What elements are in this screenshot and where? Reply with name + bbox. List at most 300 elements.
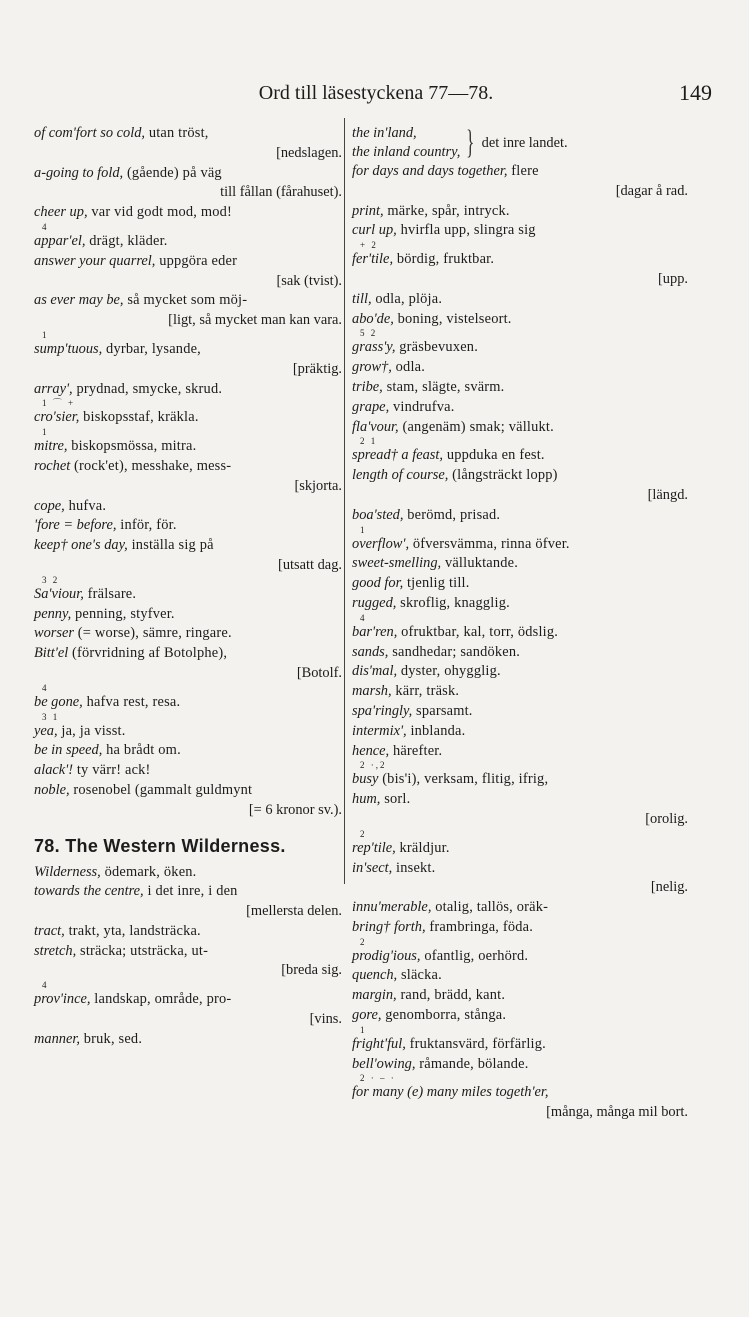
entry-term: prov'ince,	[34, 991, 91, 1008]
glossary-entry	[352, 1006, 688, 1026]
entry-line	[352, 839, 688, 859]
glossary-entry	[34, 863, 342, 883]
entry-term: alack'!	[34, 762, 74, 779]
glossary-entry	[34, 781, 342, 821]
entry-line	[34, 922, 342, 942]
glossary-list-78	[34, 863, 342, 1050]
entry-term: fla'vour,	[352, 418, 399, 435]
entry-line	[352, 162, 688, 182]
glossary-entry	[352, 358, 688, 378]
glossary-entry	[34, 164, 342, 204]
entry-term: grow†,	[352, 359, 392, 376]
entry-definition: boning, vistelseort.	[393, 310, 512, 327]
entry-continuation: [längd.	[647, 486, 688, 503]
entry-term: bell'owing,	[352, 1055, 416, 1072]
glossary-entry	[352, 329, 688, 358]
entry-definition: släcka.	[397, 967, 442, 984]
pronunciation-marks: 1	[42, 329, 49, 340]
entry-definition: biskopsmössa, mitra.	[67, 438, 197, 455]
entry-definition: ofantlig, oerhörd.	[420, 947, 529, 964]
entry-line	[34, 124, 342, 144]
entry-line	[352, 535, 688, 555]
entry-line	[352, 770, 688, 790]
entry-definition: fruktansvärd, förfärlig.	[405, 1035, 546, 1052]
glossary-entry	[34, 291, 342, 331]
entry-line	[34, 380, 342, 400]
entry-definition: gräsbevuxen.	[395, 339, 478, 356]
entry-term: cope,	[34, 497, 65, 514]
glossary-entry	[34, 605, 342, 625]
entry-definition: härefter.	[389, 742, 443, 759]
entry-definition: välluktande.	[441, 555, 519, 572]
entry-term: length of course,	[352, 467, 449, 484]
entry-definition: så mycket som möj-	[123, 292, 248, 309]
entry-line	[352, 1055, 688, 1075]
entry-definition: ja, ja visst.	[57, 722, 126, 739]
entry-term: array',	[34, 380, 73, 397]
entry-term: fer'tile,	[352, 251, 394, 268]
entry-line	[34, 203, 342, 223]
entry-definition: sträcka; utsträcka, ut-	[76, 942, 209, 959]
entry-line	[352, 398, 688, 418]
entry-definition: insekt.	[392, 859, 436, 876]
glossary-entry	[34, 684, 342, 713]
entry-definition: genomborra, stånga.	[381, 1007, 507, 1024]
entry-line	[34, 1030, 342, 1050]
entry-definition: sparsamt.	[412, 702, 473, 719]
glossary-entry	[352, 742, 688, 762]
entry-definition: råmande, bölande.	[415, 1055, 529, 1072]
entry-definition: kräldjur.	[395, 839, 450, 856]
glossary-entry	[352, 966, 688, 986]
entry-definition: biskopsstaf, kräkla.	[79, 409, 199, 426]
entry-definition: frälsare.	[83, 585, 137, 602]
entry-line	[352, 250, 688, 270]
entry-definition: bördig, fruktbar.	[393, 251, 495, 268]
entry-line	[34, 516, 342, 536]
glossary-list-77	[34, 124, 342, 821]
entry-term: grape,	[352, 398, 390, 415]
entry-line	[352, 574, 688, 594]
glossary-entry	[34, 981, 342, 1030]
entry-term: mitre,	[34, 438, 68, 455]
entry-definition: ha brådt om.	[102, 742, 181, 759]
entry-term: overflow',	[352, 535, 410, 552]
entry-definition: rosenobel (gammalt guldmynt	[69, 781, 253, 798]
entry-line	[352, 358, 688, 378]
glossary-entry	[34, 124, 342, 164]
entry-term: tribe,	[352, 378, 383, 395]
glossary-entry	[34, 1030, 342, 1050]
glossary-entry	[352, 202, 688, 222]
glossary-entry	[34, 252, 342, 292]
entry-definition: tjenlig till.	[403, 575, 470, 592]
page-number: 149	[679, 80, 712, 105]
entry-line	[34, 624, 342, 644]
entry-continuation: [skjorta.	[294, 477, 342, 494]
entry-definition: penning, styfver.	[71, 605, 175, 622]
entry-definition: bruk, sed.	[79, 1030, 143, 1047]
entry-definition: sorl.	[380, 791, 411, 808]
glossary-entry	[352, 310, 688, 330]
entry-line	[352, 623, 688, 643]
glossary-entry	[352, 1055, 688, 1075]
entry-line	[34, 741, 342, 761]
pronunciation-marks: 4	[42, 980, 49, 991]
glossary-entry	[352, 526, 688, 555]
entry-line	[34, 942, 342, 962]
entry-term: margin,	[352, 987, 397, 1004]
entry-term: of com'fort so cold,	[34, 125, 146, 141]
entry-line	[34, 781, 342, 801]
entry-definition: otalig, tallös, oräk-	[431, 899, 549, 916]
glossary-entry	[352, 898, 688, 918]
entry-term: Bitt'el	[34, 645, 69, 662]
glossary-entry	[34, 882, 342, 922]
entry-line	[352, 202, 688, 222]
entry-continuation: [Botolf.	[296, 664, 342, 681]
entry-continuation: [sak (tvist).	[276, 272, 342, 289]
brace-term: the in'land,	[352, 125, 417, 141]
entry-term: be gone,	[34, 693, 83, 710]
entry-definition: odla.	[391, 359, 426, 376]
entry-definition: uppduka en fest.	[443, 447, 545, 464]
entry-definition: odla, plöja.	[371, 290, 443, 307]
page-title: Ord till läsestyckena 77—78.	[258, 82, 494, 104]
pronunciation-marks: 2 ·,2	[360, 760, 387, 771]
page-header	[36, 76, 716, 110]
entry-definition: dyrbar, lysande,	[102, 340, 201, 357]
entry-continuation: [nelig.	[650, 879, 688, 896]
entry-line	[352, 378, 688, 398]
entry-definition: hvirfla upp, slingra sig	[396, 222, 536, 239]
glossary-entry	[352, 378, 688, 398]
entry-line	[352, 1035, 688, 1055]
entry-line	[352, 702, 688, 722]
entry-term: busy	[352, 771, 379, 788]
glossary-entry	[34, 761, 342, 781]
entry-definition: prydnad, smycke, skrud.	[72, 380, 223, 397]
entry-definition: rand, brädd, kant.	[396, 987, 506, 1004]
entry-term: noble,	[34, 781, 70, 798]
glossary-entry	[352, 1026, 688, 1055]
entry-term: bring† forth,	[352, 918, 426, 935]
glossary-entry	[352, 722, 688, 742]
entry-line	[352, 466, 688, 486]
entry-definition: ty värr! ack!	[73, 762, 151, 779]
entry-term: gore,	[352, 1007, 382, 1024]
entry-definition: (= worse), sämre, ringare.	[73, 625, 232, 642]
entry-term: hence,	[352, 742, 390, 759]
entry-definition: öfversvämma, rinna öfver.	[409, 535, 570, 552]
pronunciation-marks: 4	[42, 221, 49, 232]
entry-line	[34, 585, 342, 605]
entry-line	[352, 722, 688, 742]
pronunciation-marks: 5 2	[360, 328, 378, 339]
glossary-entry	[352, 662, 688, 682]
entry-continuation: [upp.	[658, 270, 688, 287]
entry-definition: flere	[507, 163, 539, 179]
entry-term: tract,	[34, 922, 65, 939]
entry-term: rugged,	[352, 594, 397, 611]
entry-term: cheer up,	[34, 204, 88, 221]
entry-line	[34, 232, 342, 252]
entry-continuation: [utsatt dag.	[278, 556, 342, 573]
entry-term: worser	[34, 625, 74, 642]
entry-term: towards the centre,	[34, 883, 144, 900]
entry-term: spread† a feast,	[352, 447, 444, 464]
glossary-entry	[352, 437, 688, 466]
entry-term: sands,	[352, 643, 389, 660]
glossary-entry	[352, 859, 688, 899]
entry-line	[352, 742, 688, 762]
pronunciation-marks: 4	[42, 682, 49, 693]
entry-line	[352, 790, 688, 810]
entry-continuation: [ligt, så mycket man kan vara.	[168, 312, 342, 329]
entry-line	[352, 859, 688, 879]
entry-line	[34, 990, 342, 1010]
entry-term: dis'mal,	[352, 663, 398, 680]
entry-line	[352, 446, 688, 466]
entry-line	[34, 408, 342, 428]
entry-term: as ever may be,	[34, 292, 124, 309]
entry-line	[352, 1006, 688, 1026]
entry-line	[352, 662, 688, 682]
entry-line	[352, 506, 688, 526]
entry-line	[352, 682, 688, 702]
entry-term: yea,	[34, 722, 58, 739]
entry-line	[34, 497, 342, 517]
glossary-entry	[34, 380, 342, 400]
glossary-entry	[34, 428, 342, 457]
entry-term: innu'merable,	[352, 899, 432, 916]
pronunciation-marks: 3 2	[42, 574, 60, 585]
glossary-entry	[352, 986, 688, 1006]
glossary-list-78-cont	[352, 162, 688, 1123]
brace-icon: }	[466, 124, 475, 161]
glossary-entry	[34, 624, 342, 644]
entry-definition: hafva rest, resa.	[82, 693, 181, 710]
entry-definition: ofruktbar, kal, torr, ödslig.	[397, 623, 559, 640]
entry-term: prodig'ious,	[352, 947, 421, 964]
entry-definition: (angenäm) smak; vällukt.	[398, 418, 554, 435]
glossary-entry	[352, 918, 688, 938]
entry-line	[34, 761, 342, 781]
entry-definition: landskap, område, pro-	[90, 991, 232, 1008]
right-column	[352, 124, 688, 1123]
entry-line	[352, 966, 688, 986]
pronunciation-marks: 4	[360, 612, 367, 623]
entry-line	[352, 554, 688, 574]
entry-definition: ödemark, öken.	[100, 863, 197, 880]
entry-definition: hufva.	[64, 497, 107, 514]
entry-line	[34, 605, 342, 625]
entry-term: a-going to fold,	[34, 164, 124, 181]
entry-definition: drägt, kläder.	[85, 232, 168, 249]
entry-line	[352, 898, 688, 918]
glossary-entry	[34, 536, 342, 576]
glossary-entry	[34, 922, 342, 942]
entry-definition: (bis'i), verksam, flitig, ifrig,	[378, 771, 549, 788]
entry-term: Wilderness,	[34, 863, 101, 880]
entry-term: bar'ren,	[352, 623, 398, 640]
entry-definition: stam, slägte, svärm.	[382, 378, 505, 395]
entry-term: be in speed,	[34, 742, 103, 759]
glossary-entry	[352, 398, 688, 418]
entry-line	[352, 221, 688, 241]
glossary-entry	[34, 203, 342, 223]
pronunciation-marks: 1 ⌒ +	[42, 398, 76, 409]
entry-line	[34, 644, 342, 664]
entry-continuation: [nedslagen.	[276, 144, 342, 161]
entry-continuation: till fållan (fårahuset).	[220, 184, 342, 201]
glossary-entry	[34, 741, 342, 761]
entry-line	[352, 918, 688, 938]
entry-line	[352, 594, 688, 614]
glossary-entry	[352, 790, 688, 830]
entry-definition: frambringa, föda.	[425, 918, 534, 935]
glossary-entry	[352, 241, 688, 290]
entry-term: in'sect,	[352, 859, 393, 876]
glossary-entry	[352, 574, 688, 594]
entry-term: keep† one's day,	[34, 537, 128, 554]
glossary-entry	[352, 702, 688, 722]
entry-line	[352, 418, 688, 438]
entry-term: rep'tile,	[352, 839, 396, 856]
entry-line	[352, 643, 688, 663]
entry-line	[352, 986, 688, 1006]
glossary-entry	[34, 942, 342, 982]
entry-definition: (förvridning af Botolphe),	[68, 645, 228, 662]
entry-continuation: [präktig.	[292, 360, 342, 377]
pronunciation-marks: 2 1	[360, 436, 378, 447]
brace-term: the inland country,	[352, 144, 461, 160]
entry-term: rochet	[34, 457, 71, 474]
entry-term: answer your quarrel,	[34, 252, 156, 269]
entry-definition: inblanda.	[406, 722, 466, 739]
entry-definition: skroflig, knagglig.	[396, 594, 510, 611]
entry-line	[352, 338, 688, 358]
glossary-entry	[352, 682, 688, 702]
glossary-entry	[352, 614, 688, 643]
entry-line	[352, 310, 688, 330]
glossary-entry	[352, 643, 688, 663]
entry-continuation: [dagar å rad.	[615, 182, 688, 199]
entry-definition: uppgöra eder	[155, 252, 238, 269]
column-divider	[344, 118, 345, 884]
entry-line	[352, 1083, 688, 1103]
entry-continuation: [orolig.	[645, 810, 688, 827]
glossary-entry	[352, 1074, 688, 1123]
pronunciation-marks: 1	[42, 427, 49, 438]
entry-definition: i det inre, i den	[143, 883, 238, 900]
pronunciation-marks: 2	[360, 828, 367, 839]
section-title: 78. The Western Wilderness.	[34, 835, 286, 856]
entry-definition: berömd, prisad.	[403, 506, 501, 523]
entry-term: quench,	[352, 967, 398, 984]
entry-definition: märke, spår, intryck.	[383, 202, 510, 219]
glossary-entry	[34, 399, 342, 428]
glossary-entry	[352, 290, 688, 310]
glossary-entry	[352, 830, 688, 859]
entry-term: 'fore = before,	[34, 517, 117, 534]
brace-entry	[352, 124, 688, 162]
entry-definition: inställa sig på	[127, 537, 214, 554]
entry-definition: sandhedar; sandöken.	[388, 643, 521, 660]
entry-line	[34, 164, 342, 184]
glossary-entry	[352, 162, 688, 202]
entry-term: penny,	[34, 605, 72, 622]
entry-continuation: [mellersta delen.	[246, 903, 342, 920]
glossary-entry	[352, 554, 688, 574]
entry-term: fright'ful,	[352, 1035, 406, 1052]
entry-term: spa'ringly,	[352, 702, 413, 719]
entry-term: print,	[352, 202, 384, 219]
entry-term: sump'tuous,	[34, 340, 103, 357]
entry-term: intermix',	[352, 722, 407, 739]
entry-line	[352, 290, 688, 310]
entry-line	[34, 722, 342, 742]
entry-term: good for,	[352, 575, 404, 592]
entry-definition: (rock'et), messhake, mess-	[70, 457, 232, 474]
entry-continuation: [breda sig.	[281, 962, 342, 979]
entry-term: sweet-smelling,	[352, 555, 442, 572]
entry-continuation: [många, många mil bort.	[546, 1104, 688, 1121]
entry-continuation: [= 6 kronor sv.).	[248, 801, 342, 818]
entry-line	[34, 863, 342, 883]
brace-terms	[352, 124, 460, 162]
entry-line	[34, 437, 342, 457]
glossary-entry	[34, 457, 342, 497]
glossary-entry	[352, 506, 688, 526]
entry-definition: kärr, träsk.	[391, 683, 460, 700]
glossary-entry	[34, 497, 342, 517]
pronunciation-marks: 1	[360, 1024, 367, 1035]
entry-definition: inför, för.	[116, 517, 177, 534]
entry-term: marsh,	[352, 683, 392, 700]
glossary-entry	[34, 713, 342, 742]
entry-term: cro'sier,	[34, 409, 80, 426]
pronunciation-marks: 3 1	[42, 711, 60, 722]
entry-line	[34, 536, 342, 556]
entry-term: abo'de,	[352, 310, 394, 327]
entry-definition: var vid godt mod, mod!	[87, 204, 233, 221]
glossary-entry	[352, 466, 688, 506]
entry-term: for days and days together,	[352, 163, 508, 179]
entry-line	[34, 457, 342, 477]
entry-line	[352, 947, 688, 967]
pronunciation-marks: 2	[360, 936, 367, 947]
entry-line	[34, 693, 342, 713]
entry-definition: trakt, yta, landsträcka.	[64, 922, 201, 939]
entry-term: curl up,	[352, 222, 397, 239]
left-column	[34, 124, 342, 1050]
entry-term: boa'sted,	[352, 506, 404, 523]
glossary-entry	[34, 576, 342, 605]
entry-term: appar'el,	[34, 232, 86, 249]
entry-continuation: [vins.	[309, 1011, 342, 1028]
entry-definition: vindrufva.	[389, 398, 455, 415]
glossary-entry	[352, 418, 688, 438]
pronunciation-marks: + 2	[360, 240, 378, 251]
glossary-entry	[352, 221, 688, 241]
glossary-entry	[352, 594, 688, 614]
entry-term: stretch,	[34, 942, 77, 959]
pronunciation-marks: 2 · – ·	[360, 1073, 396, 1084]
entry-term: for many (e) many miles togeth'er,	[352, 1084, 549, 1101]
glossary-entry	[352, 761, 688, 790]
pronunciation-marks: 1	[360, 524, 367, 535]
